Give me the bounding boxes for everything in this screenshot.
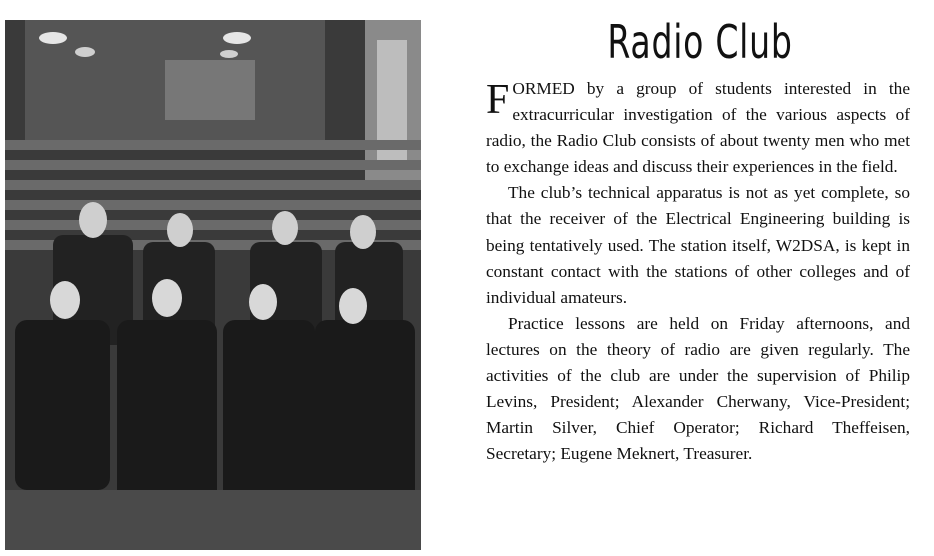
- drop-cap: F: [486, 77, 510, 123]
- paragraph-1: [486, 76, 910, 180]
- group-photo: [5, 20, 421, 550]
- article-body: [486, 76, 910, 467]
- paragraph-2: The club’s technical apparatus is not as yet complete, so that the receiver of the Electrical Engineering building is being tentatively used. The station itself, W2DSA, is kept in constant contact with the stations of other colleges and of individual amateurs.: [486, 183, 910, 307]
- page-title: Radio Club: [607, 15, 793, 69]
- paragraph-3: Practice lessons are held on Friday afternoons, and lectures on the theory of radio are given regularly. The activities of the club are under the supervision of Philip Levins, President; Alexander Cherwany, Vice-President; Martin Silver, Chief Operator; Richard Theffeisen, Secretary; Eugene Meknert, Treasurer.: [486, 313, 910, 464]
- paragraph-1-text: ORMED by a group of students interested in the extracurricular investigation of the various aspects of radio, the Radio Club consists of about twenty men who met to exchange ideas and discuss their experiences in the field.: [486, 79, 910, 177]
